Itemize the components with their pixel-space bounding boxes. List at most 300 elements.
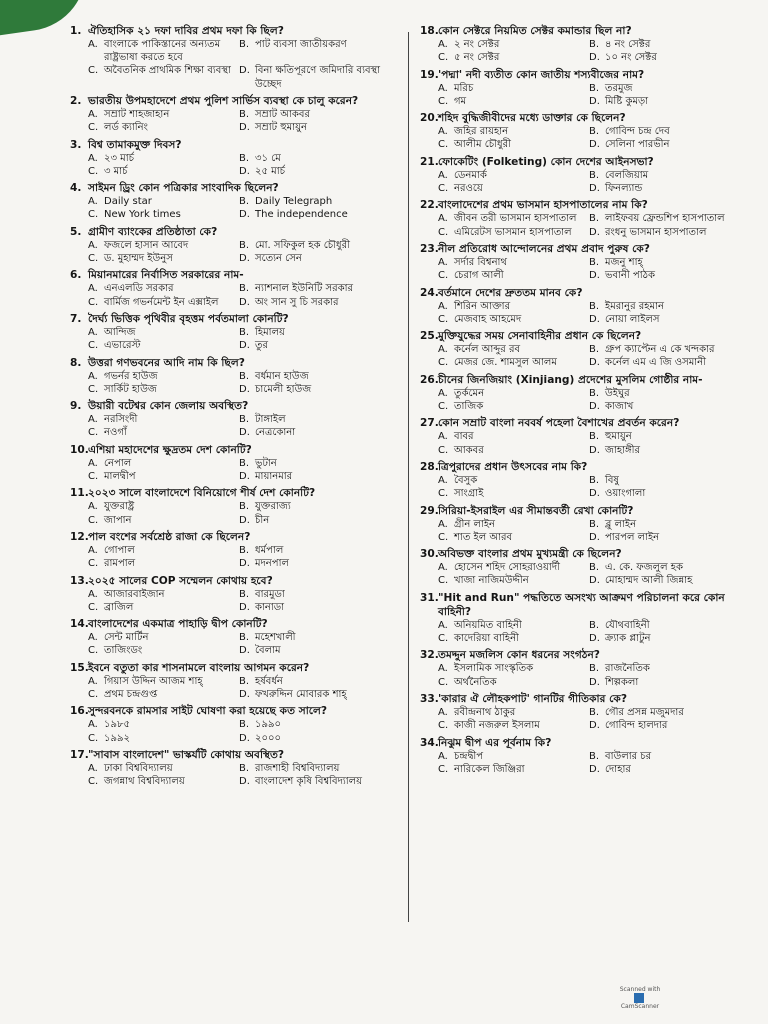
question-text: ত্রিপুরাদের প্রধান উৎসবের নাম কি? bbox=[438, 460, 588, 473]
question-text: গ্রামীণ ব্যাংকের প্রতিষ্ঠাতা কে? bbox=[88, 225, 218, 238]
option-text: চামেলী হাউজ bbox=[255, 383, 312, 395]
option-text: খাজা নাজিমউদ্দীন bbox=[454, 575, 529, 587]
answer-options bbox=[88, 370, 390, 396]
answer-options bbox=[438, 125, 740, 151]
option-letter: C. bbox=[88, 776, 99, 788]
option-text: বাংলাদেশ কৃষি বিশ্ববিদ্যালয় bbox=[255, 776, 362, 788]
option-text: রাজনৈতিক bbox=[605, 663, 650, 675]
question-number: 20. bbox=[420, 112, 439, 125]
question-number: 30. bbox=[420, 548, 439, 561]
option-letter: C. bbox=[438, 313, 449, 325]
answer-option bbox=[438, 182, 589, 195]
question-number: 22. bbox=[420, 199, 439, 212]
option-text: গিয়াস উদ্দিন আজম শাহ্ bbox=[104, 675, 203, 687]
option-text: গোবিন্দ চন্দ্র দেব bbox=[605, 126, 670, 138]
option-text: ব্রাজিল bbox=[104, 601, 134, 613]
question-text: কোন সেক্টরে নিয়মিত সেক্টর কমান্ডার ছিল না? bbox=[438, 25, 632, 37]
option-letter: C. bbox=[88, 427, 99, 439]
answer-option bbox=[589, 138, 740, 151]
question-text: সিরিয়া-ইসরাইল এর সীমান্তবর্তী রেখা কোনটি? bbox=[438, 504, 634, 517]
option-text: নোয়া লাইলস bbox=[605, 313, 660, 325]
answer-options bbox=[438, 518, 740, 544]
answer-option bbox=[589, 561, 740, 574]
option-letter: B. bbox=[589, 82, 600, 94]
question-item bbox=[420, 736, 740, 776]
option-letter: D. bbox=[239, 470, 250, 482]
answer-options bbox=[438, 662, 740, 688]
question-text: নিঝুম দ্বীপ এর পূর্বনাম কি? bbox=[438, 736, 552, 749]
question-header bbox=[70, 617, 390, 631]
answer-option bbox=[239, 152, 390, 165]
answer-option bbox=[438, 313, 589, 326]
option-letter: A. bbox=[438, 344, 448, 356]
answer-option bbox=[589, 182, 740, 195]
option-letter: B. bbox=[239, 675, 250, 687]
question-number: 21. bbox=[420, 155, 439, 168]
option-text: যুক্তরাজ্য bbox=[255, 501, 291, 513]
question-item bbox=[70, 530, 390, 570]
question-text: মুক্তিযুদ্ধের সময় সেনাবাহিনীর প্রধান কে ছিলেন? bbox=[438, 330, 642, 343]
option-text: মো. সফিকুল হক চৌধুরী bbox=[255, 239, 350, 251]
option-text: বারমুডা bbox=[255, 588, 285, 600]
answer-options bbox=[88, 544, 390, 570]
option-letter: C. bbox=[438, 531, 449, 543]
option-text: রাজশাহী বিশ্ববিদ্যালয় bbox=[255, 762, 340, 774]
question-text: ২০২৩ সালে বাংলাদেশে বিনিয়োগে শীর্ষ দেশ কোনটি? bbox=[88, 487, 316, 500]
option-letter: A. bbox=[88, 239, 98, 251]
option-letter: A. bbox=[438, 663, 448, 675]
option-text: অর্থনৈতিক bbox=[454, 676, 497, 688]
answer-option bbox=[438, 719, 589, 732]
option-letter: A. bbox=[88, 719, 98, 731]
answer-option bbox=[589, 662, 740, 675]
option-text: সেন্ট মার্টিন bbox=[104, 632, 149, 644]
option-text: বৈলাম bbox=[255, 645, 281, 657]
option-letter: A. bbox=[88, 326, 98, 338]
option-text: নরওয়ে bbox=[454, 182, 483, 194]
option-letter: D. bbox=[239, 122, 250, 134]
question-header bbox=[70, 748, 390, 762]
question-number: 28. bbox=[420, 460, 439, 473]
option-letter: D. bbox=[589, 575, 600, 587]
option-text: মেজবাহ আহমেদ bbox=[454, 313, 522, 325]
answer-options bbox=[88, 282, 390, 308]
option-letter: A. bbox=[438, 82, 448, 94]
option-text: অনিয়মিত বাহিনী bbox=[454, 619, 522, 631]
option-text: বিষু bbox=[605, 474, 619, 486]
option-letter: C. bbox=[438, 763, 449, 775]
answer-option bbox=[88, 675, 239, 688]
answer-option bbox=[438, 256, 589, 269]
option-text: গোবিন্দ হালদার bbox=[605, 720, 668, 732]
answer-option bbox=[88, 718, 239, 731]
option-text: ভবানী পাঠক bbox=[605, 270, 655, 282]
answer-option bbox=[589, 38, 740, 51]
option-letter: B. bbox=[589, 256, 600, 268]
option-text: কাজাখ bbox=[605, 400, 634, 412]
answer-options bbox=[438, 212, 740, 238]
option-letter: B. bbox=[589, 750, 600, 762]
option-text: বৈসুক bbox=[454, 474, 478, 486]
option-letter: A. bbox=[88, 501, 98, 513]
option-text: ১৯৮৫ bbox=[104, 719, 130, 731]
option-text: সম্রাট আকবর bbox=[255, 109, 310, 120]
answer-option bbox=[438, 474, 589, 487]
option-letter: C. bbox=[88, 122, 99, 134]
option-letter: D. bbox=[589, 357, 600, 369]
option-text: ফজলে হাসান আবেদ bbox=[104, 239, 189, 251]
question-item bbox=[70, 94, 390, 134]
answer-option bbox=[438, 138, 589, 151]
option-text: শাত ইল আরব bbox=[454, 531, 513, 543]
question-number: 14. bbox=[70, 618, 89, 631]
answer-option bbox=[88, 544, 239, 557]
answer-options bbox=[88, 631, 390, 657]
option-letter: B. bbox=[589, 562, 600, 574]
question-header bbox=[70, 486, 390, 500]
option-letter: D. bbox=[589, 226, 600, 238]
question-text: বর্তমানে দেশের দ্রুততম মানব কে? bbox=[438, 286, 583, 299]
answer-option bbox=[88, 282, 239, 295]
question-item bbox=[420, 286, 740, 326]
option-letter: C. bbox=[438, 400, 449, 412]
option-letter: A. bbox=[88, 632, 98, 644]
option-letter: D. bbox=[589, 52, 600, 64]
option-letter: D. bbox=[239, 601, 250, 613]
answer-option bbox=[438, 387, 589, 400]
option-letter: B. bbox=[589, 126, 600, 138]
answer-option bbox=[589, 444, 740, 457]
option-letter: A. bbox=[438, 562, 448, 574]
option-letter: D. bbox=[239, 776, 250, 788]
option-text: Daily star bbox=[104, 196, 152, 208]
answer-option bbox=[589, 51, 740, 64]
option-letter: D. bbox=[589, 182, 600, 194]
answer-option bbox=[88, 208, 239, 221]
option-letter: D. bbox=[239, 65, 250, 77]
question-item bbox=[70, 486, 390, 526]
question-number: 10. bbox=[70, 443, 89, 456]
answer-option bbox=[239, 514, 390, 527]
question-text: অবিভক্ত বাংলার প্রথম মুখ্যমন্ত্রী কে ছিলেন? bbox=[438, 548, 622, 561]
question-number: 9. bbox=[70, 400, 82, 413]
question-number: 23. bbox=[420, 242, 439, 255]
option-letter: D. bbox=[239, 340, 250, 352]
question-text: "সাবাস বাংলাদেশ" ভাস্কর্যটি কোথায় অবস্থিত? bbox=[88, 748, 285, 761]
question-item bbox=[420, 68, 740, 108]
question-header bbox=[420, 416, 740, 430]
option-letter: D. bbox=[589, 400, 600, 412]
answer-option bbox=[438, 212, 589, 225]
option-text: হুমায়ুন bbox=[605, 431, 632, 443]
answer-options bbox=[438, 38, 740, 64]
answer-option bbox=[589, 518, 740, 531]
option-text: ন্যাশনাল ইউনিটি সরকার bbox=[255, 283, 353, 295]
option-text: বাউলার চর bbox=[605, 750, 652, 762]
question-number: 27. bbox=[420, 417, 439, 430]
option-text: বার্মিজ গভর্নমেন্ট ইন এক্সাইল bbox=[104, 296, 219, 308]
option-text: সম্রাট শাহজাহান bbox=[104, 109, 170, 120]
option-text: আকবর bbox=[454, 444, 484, 456]
option-text: ৫ নং সেক্টর bbox=[454, 52, 500, 64]
question-header bbox=[70, 661, 390, 675]
option-text: ইমরানুর রহমান bbox=[605, 300, 664, 312]
answer-options bbox=[438, 82, 740, 108]
option-letter: D. bbox=[239, 252, 250, 264]
option-text: অং সান সু চি সরকার bbox=[255, 296, 339, 308]
option-text: নওগাঁ bbox=[104, 427, 127, 439]
question-header bbox=[420, 692, 740, 706]
option-letter: C. bbox=[88, 601, 99, 613]
answer-option bbox=[239, 557, 390, 570]
option-text: এভারেস্ট bbox=[104, 340, 141, 352]
option-letter: B. bbox=[239, 109, 250, 120]
answer-options bbox=[438, 706, 740, 732]
option-text: সাংগ্রাই bbox=[454, 488, 484, 500]
option-text: মায়ানমার bbox=[255, 470, 293, 482]
answer-option bbox=[438, 38, 589, 51]
question-item bbox=[70, 399, 390, 439]
option-letter: C. bbox=[438, 575, 449, 587]
question-number: 24. bbox=[420, 286, 439, 299]
option-letter: D. bbox=[589, 270, 600, 282]
option-text: বাংলাকে পাকিস্তানের অন্যতম রাষ্ট্রভাষা করতে হবে bbox=[104, 39, 221, 64]
answer-option bbox=[239, 644, 390, 657]
option-text: কর্নেল এম এ জি ওসমানী bbox=[605, 357, 706, 369]
option-text: পাট ব্যবসা জাতীয়করণ bbox=[255, 39, 347, 50]
question-item bbox=[420, 155, 740, 195]
answer-option bbox=[88, 500, 239, 513]
option-letter: B. bbox=[239, 544, 250, 556]
option-text: ক্র্যাক প্লাটুন bbox=[605, 632, 651, 644]
option-text: শিরিন আক্তার bbox=[454, 300, 511, 312]
question-header bbox=[420, 648, 740, 662]
question-item bbox=[70, 138, 390, 178]
option-letter: C. bbox=[438, 444, 449, 456]
option-text: মোহাম্মদ আলী জিন্নাহ bbox=[605, 575, 693, 587]
answer-option bbox=[239, 588, 390, 601]
option-letter: A. bbox=[438, 706, 448, 718]
option-letter: A. bbox=[88, 152, 98, 164]
question-number: 12. bbox=[70, 530, 89, 543]
answer-option bbox=[239, 165, 390, 178]
question-number: 6. bbox=[70, 269, 82, 282]
question-text: উত্তরা গণভবনের আদি নাম কি ছিল? bbox=[88, 356, 245, 369]
question-item bbox=[70, 268, 390, 308]
question-header bbox=[420, 24, 740, 38]
option-letter: B. bbox=[589, 344, 600, 356]
option-letter: A. bbox=[438, 213, 448, 225]
answer-options bbox=[438, 169, 740, 195]
option-letter: A. bbox=[88, 762, 98, 774]
question-item bbox=[420, 242, 740, 282]
option-text: তুর bbox=[255, 340, 269, 352]
option-text: চেরাগ আলী bbox=[454, 270, 504, 282]
option-text: গম bbox=[454, 95, 467, 107]
question-text: ইবনে বতুতা কার শাসনামলে বাংলায় আগমন করেন? bbox=[88, 661, 310, 674]
option-text: বিনা ক্ষতিপূরণে জমিদারি ব্যবস্থা উচ্ছেদ bbox=[255, 65, 381, 90]
option-text: ১৯৯২ bbox=[104, 732, 130, 744]
question-header bbox=[420, 111, 740, 125]
option-letter: A. bbox=[438, 474, 448, 486]
option-letter: B. bbox=[589, 213, 600, 225]
question-number: 13. bbox=[70, 574, 89, 587]
option-text: গোপাল bbox=[104, 544, 135, 556]
answer-option bbox=[88, 383, 239, 396]
answer-option bbox=[88, 601, 239, 614]
option-text: এনএলডি সরকার bbox=[104, 283, 174, 295]
option-letter: D. bbox=[239, 732, 250, 744]
option-letter: C. bbox=[88, 514, 99, 526]
option-text: ফিনল্যান্ড bbox=[605, 182, 643, 194]
answer-option bbox=[88, 732, 239, 745]
question-header bbox=[420, 68, 740, 82]
answer-option bbox=[239, 426, 390, 439]
answer-option bbox=[438, 619, 589, 632]
question-item bbox=[70, 617, 390, 657]
question-header bbox=[70, 312, 390, 326]
option-text: কাদেরিয়া বাহিনী bbox=[454, 632, 519, 644]
option-text: হর্ষবর্ধন bbox=[255, 675, 283, 687]
option-letter: A. bbox=[88, 675, 98, 687]
question-number: 1. bbox=[70, 25, 82, 37]
question-number: 11. bbox=[70, 487, 89, 500]
option-text: যুক্তরাষ্ট্র bbox=[104, 501, 135, 513]
option-letter: A. bbox=[88, 196, 98, 208]
question-item bbox=[70, 443, 390, 483]
question-text: তমদ্দুন মজলিস কোন ধরনের সংগঠন? bbox=[438, 649, 600, 662]
answer-option bbox=[438, 632, 589, 645]
option-letter: D. bbox=[239, 383, 250, 395]
answer-option bbox=[239, 675, 390, 688]
option-letter: A. bbox=[438, 169, 448, 181]
scanner-caption: Scanned with bbox=[619, 986, 661, 993]
question-item bbox=[70, 356, 390, 396]
option-text: রামপাল bbox=[104, 558, 136, 570]
option-text: জগন্নাথ বিশ্ববিদ্যালয় bbox=[104, 776, 185, 788]
answer-option bbox=[589, 430, 740, 443]
answer-options bbox=[88, 675, 390, 701]
option-text: অবৈতনিক প্রাথমিক শিক্ষা ব্যবস্থা bbox=[104, 65, 231, 77]
question-item bbox=[420, 648, 740, 688]
option-letter: C. bbox=[88, 65, 99, 77]
option-letter: B. bbox=[589, 431, 600, 443]
question-number: 3. bbox=[70, 138, 82, 151]
option-letter: C. bbox=[88, 645, 99, 657]
answer-option bbox=[239, 370, 390, 383]
left-column bbox=[70, 24, 390, 792]
option-letter: D. bbox=[239, 645, 250, 657]
option-text: ৩ মার্চ bbox=[104, 165, 128, 177]
option-text: তরমুজ bbox=[605, 82, 633, 94]
answer-option bbox=[239, 252, 390, 265]
question-number: 18. bbox=[420, 25, 439, 37]
question-text: "Hit and Run" পদ্ধতিতে অসংখ্য আক্রমণ পরিচালনা করে কোন বাহিনী? bbox=[438, 591, 725, 618]
question-header bbox=[420, 242, 740, 256]
answer-option bbox=[438, 82, 589, 95]
answer-option bbox=[239, 544, 390, 557]
answer-option bbox=[438, 561, 589, 574]
answer-option bbox=[88, 339, 239, 352]
option-letter: B. bbox=[239, 39, 250, 50]
answer-option bbox=[438, 706, 589, 719]
question-header bbox=[420, 373, 740, 387]
option-text: গ্রুপ ক্যাপ্টেন এ কে খন্দকার bbox=[605, 344, 715, 356]
answer-options bbox=[88, 38, 390, 91]
answer-option bbox=[88, 457, 239, 470]
question-text: 'কারার ঐ লৌহকপাট' গানটির গীতিকার কে? bbox=[438, 692, 627, 705]
question-header bbox=[420, 460, 740, 474]
answer-option bbox=[88, 370, 239, 383]
option-text: শিল্পকলা bbox=[605, 676, 639, 688]
question-item bbox=[70, 181, 390, 221]
question-number: 8. bbox=[70, 356, 82, 369]
answer-option bbox=[589, 619, 740, 632]
option-text: ওয়াংগালা bbox=[605, 488, 646, 500]
option-text: চন্দ্রদ্বীপ bbox=[454, 750, 484, 762]
option-text: নারিকেল জিঞ্জিরা bbox=[454, 763, 525, 775]
answer-option bbox=[438, 226, 589, 239]
option-letter: A. bbox=[438, 256, 448, 268]
option-text: গ্রীন লাইন bbox=[454, 518, 496, 530]
option-letter: A. bbox=[88, 414, 98, 426]
option-letter: D. bbox=[239, 514, 250, 526]
question-header bbox=[70, 443, 390, 457]
option-text: নরসিংদী bbox=[104, 414, 138, 426]
option-text: তুর্কমেন bbox=[454, 387, 485, 399]
answer-option bbox=[88, 252, 239, 265]
question-header bbox=[70, 268, 390, 282]
option-letter: A. bbox=[88, 283, 98, 295]
option-text: তাজিংডং bbox=[104, 645, 143, 657]
answer-option bbox=[438, 444, 589, 457]
answer-options bbox=[438, 619, 740, 645]
question-number: 5. bbox=[70, 225, 82, 238]
question-number: 19. bbox=[420, 68, 439, 81]
question-item bbox=[70, 748, 390, 788]
answer-option bbox=[589, 343, 740, 356]
answer-option bbox=[438, 574, 589, 587]
answer-options bbox=[438, 750, 740, 776]
question-header bbox=[420, 286, 740, 300]
option-letter: C. bbox=[88, 688, 99, 700]
option-letter: D. bbox=[589, 444, 600, 456]
option-text: ধর্মপাল bbox=[255, 544, 284, 556]
question-item bbox=[420, 547, 740, 587]
answer-option bbox=[589, 400, 740, 413]
question-text: ঐতিহাসিক ২১ দফা দাবির প্রথম দফা কি ছিল? bbox=[88, 25, 284, 37]
answer-options bbox=[88, 326, 390, 352]
answer-option bbox=[589, 226, 740, 239]
question-text: এশিয়া মহাদেশের ক্ষুদ্রতম দেশ কোনটি? bbox=[88, 443, 252, 456]
option-text: হিমালয় bbox=[255, 326, 285, 338]
option-letter: C. bbox=[88, 558, 99, 570]
option-letter: D. bbox=[589, 95, 600, 107]
option-letter: B. bbox=[239, 152, 250, 164]
question-text: মিয়ানমারের নির্বাসিত সরকারের নাম- bbox=[88, 269, 244, 282]
question-number: 2. bbox=[70, 95, 82, 107]
answer-option bbox=[239, 732, 390, 745]
question-item bbox=[70, 312, 390, 352]
answer-option bbox=[88, 775, 239, 788]
answer-option bbox=[239, 601, 390, 614]
answer-option bbox=[88, 326, 239, 339]
answer-option bbox=[438, 343, 589, 356]
question-header bbox=[420, 736, 740, 750]
question-number: 29. bbox=[420, 504, 439, 517]
option-text: বর্ধমান হাউজ bbox=[255, 370, 309, 382]
option-letter: B. bbox=[589, 619, 600, 631]
